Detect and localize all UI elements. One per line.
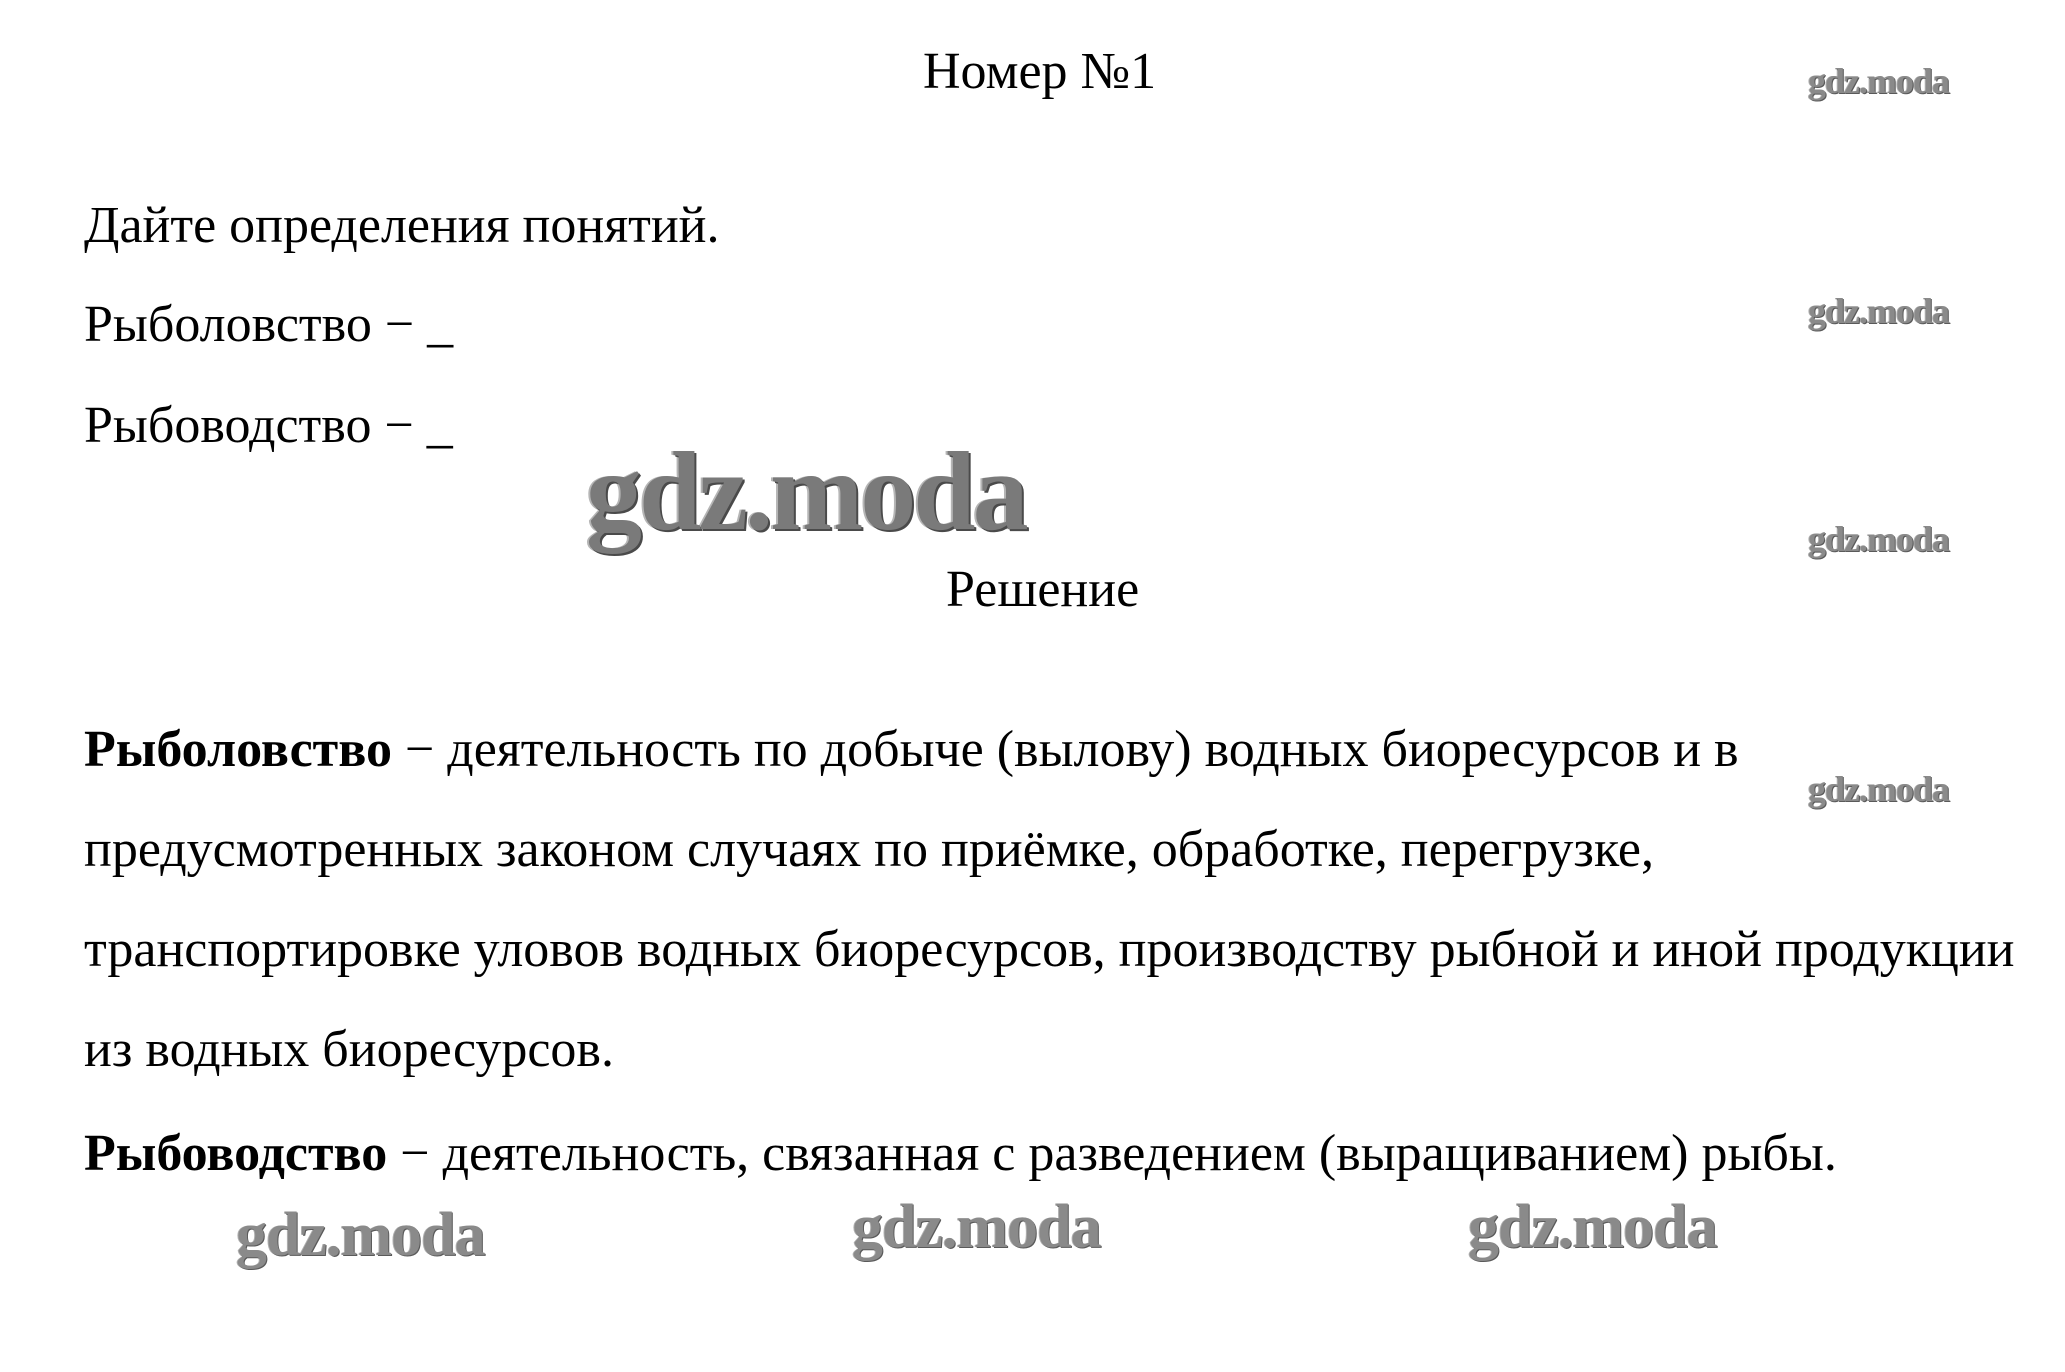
watermark: gdz.moda — [1468, 1193, 1717, 1261]
watermark: gdz.moda — [236, 1201, 485, 1269]
task-item-fish-farming: Рыбоводство − _ — [84, 397, 453, 454]
definition-term: Рыбоводство — [84, 1125, 388, 1182]
definition-fish-farming — [84, 1104, 2024, 1204]
watermark: gdz.moda — [1808, 291, 1950, 331]
task-instruction: Дайте определения понятий. — [84, 197, 720, 254]
page-title: Номер №1 — [923, 43, 1157, 100]
definition-fishing — [84, 700, 2024, 1100]
watermark: gdz.moda — [1808, 769, 1950, 809]
solution-heading: Решение — [946, 561, 1140, 618]
watermark: gdz.moda — [852, 1193, 1101, 1261]
definition-text: − деятельность по добыче (вылову) водных биоресурсов и в предусмотренных законом случаях по приёмке, обработке, перегрузке, транспортировке уловов водных биоресурсов, производству рыбной и иной продукции из водных биоресурсов. — [84, 721, 2015, 1078]
watermark: gdz.moda — [1808, 519, 1950, 559]
watermark: gdz.moda — [1808, 61, 1950, 101]
task-item-fishing: Рыболовство − _ — [84, 296, 454, 353]
definition-text: − деятельность, связанная с разведением (выращиванием) рыбы. — [387, 1125, 1837, 1182]
watermark: gdz.moda — [586, 430, 1026, 554]
definition-term: Рыболовство — [84, 721, 392, 778]
